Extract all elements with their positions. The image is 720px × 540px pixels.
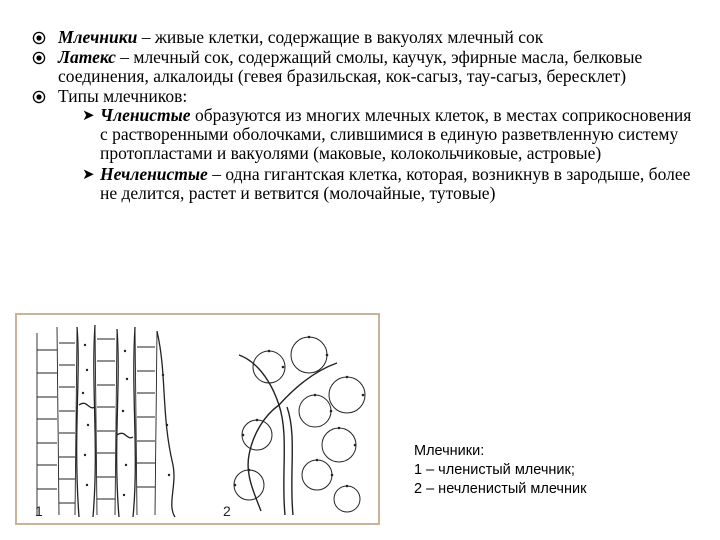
bullet-item-laticifers (32, 28, 692, 47)
circled-dot-bullet-icon (32, 90, 46, 104)
bullet-item-latex (32, 48, 692, 86)
bullet-term: Млечники (58, 27, 138, 47)
figure-label-2: 2 (223, 503, 231, 519)
laticifer-tubes (77, 325, 175, 517)
caption-line-2: 1 – членистый млечник; (414, 462, 575, 478)
arrow-bullet-icon: ➤ (82, 165, 95, 183)
bullet-item-types (32, 87, 692, 106)
bullet-text: Типы млечников: (58, 86, 188, 106)
bullet-term: Латекс (58, 47, 116, 67)
cell-grid (37, 325, 157, 515)
caption-line-3: 2 – нечленистый млечник (414, 481, 587, 497)
subitem-nonarticulated (32, 165, 692, 203)
circled-dot-bullet-icon (32, 51, 46, 65)
caption-line-1: Млечники: (414, 443, 485, 459)
laticifer-illustration (15, 313, 380, 525)
nonarticulated-laticifer-drawing (234, 336, 365, 515)
subitem-term: Членистые (100, 105, 191, 125)
arrow-bullet-icon: ➤ (82, 106, 95, 124)
bullet-text: – живые клетки, содержащие в вакуолях млечный сок (137, 27, 544, 47)
subitem-text: образуются из многих млечных клеток, в местах соприкосновения с растворенными оболочками, слившимися в единую разветвленную систему протопластами и вакуолями (маковые, колокольчиковые, астровые) (100, 105, 692, 163)
bullet-list (32, 28, 692, 203)
laticifer-drawing (17, 315, 378, 523)
articulated-laticifer-drawing (37, 325, 175, 517)
subitem-text: – одна гигантская клетка, которая, возникнув в зародыше, более не делится, растет и ветвится (молочайные, тутовые) (100, 164, 691, 203)
cell-rings (234, 337, 365, 512)
subitem-term: Нечленистые (100, 164, 208, 184)
circled-dot-bullet-icon (32, 31, 46, 45)
subitem-articulated (32, 106, 692, 163)
figure-caption (414, 442, 704, 499)
figure-label-1: 1 (35, 503, 43, 519)
bullet-text: – млечный сок, содержащий смолы, каучук, эфирные масла, белковые соединения, алкалоиды (гевея бразильская, кок-сагыз, тау-сагыз, бересклет) (58, 47, 643, 86)
